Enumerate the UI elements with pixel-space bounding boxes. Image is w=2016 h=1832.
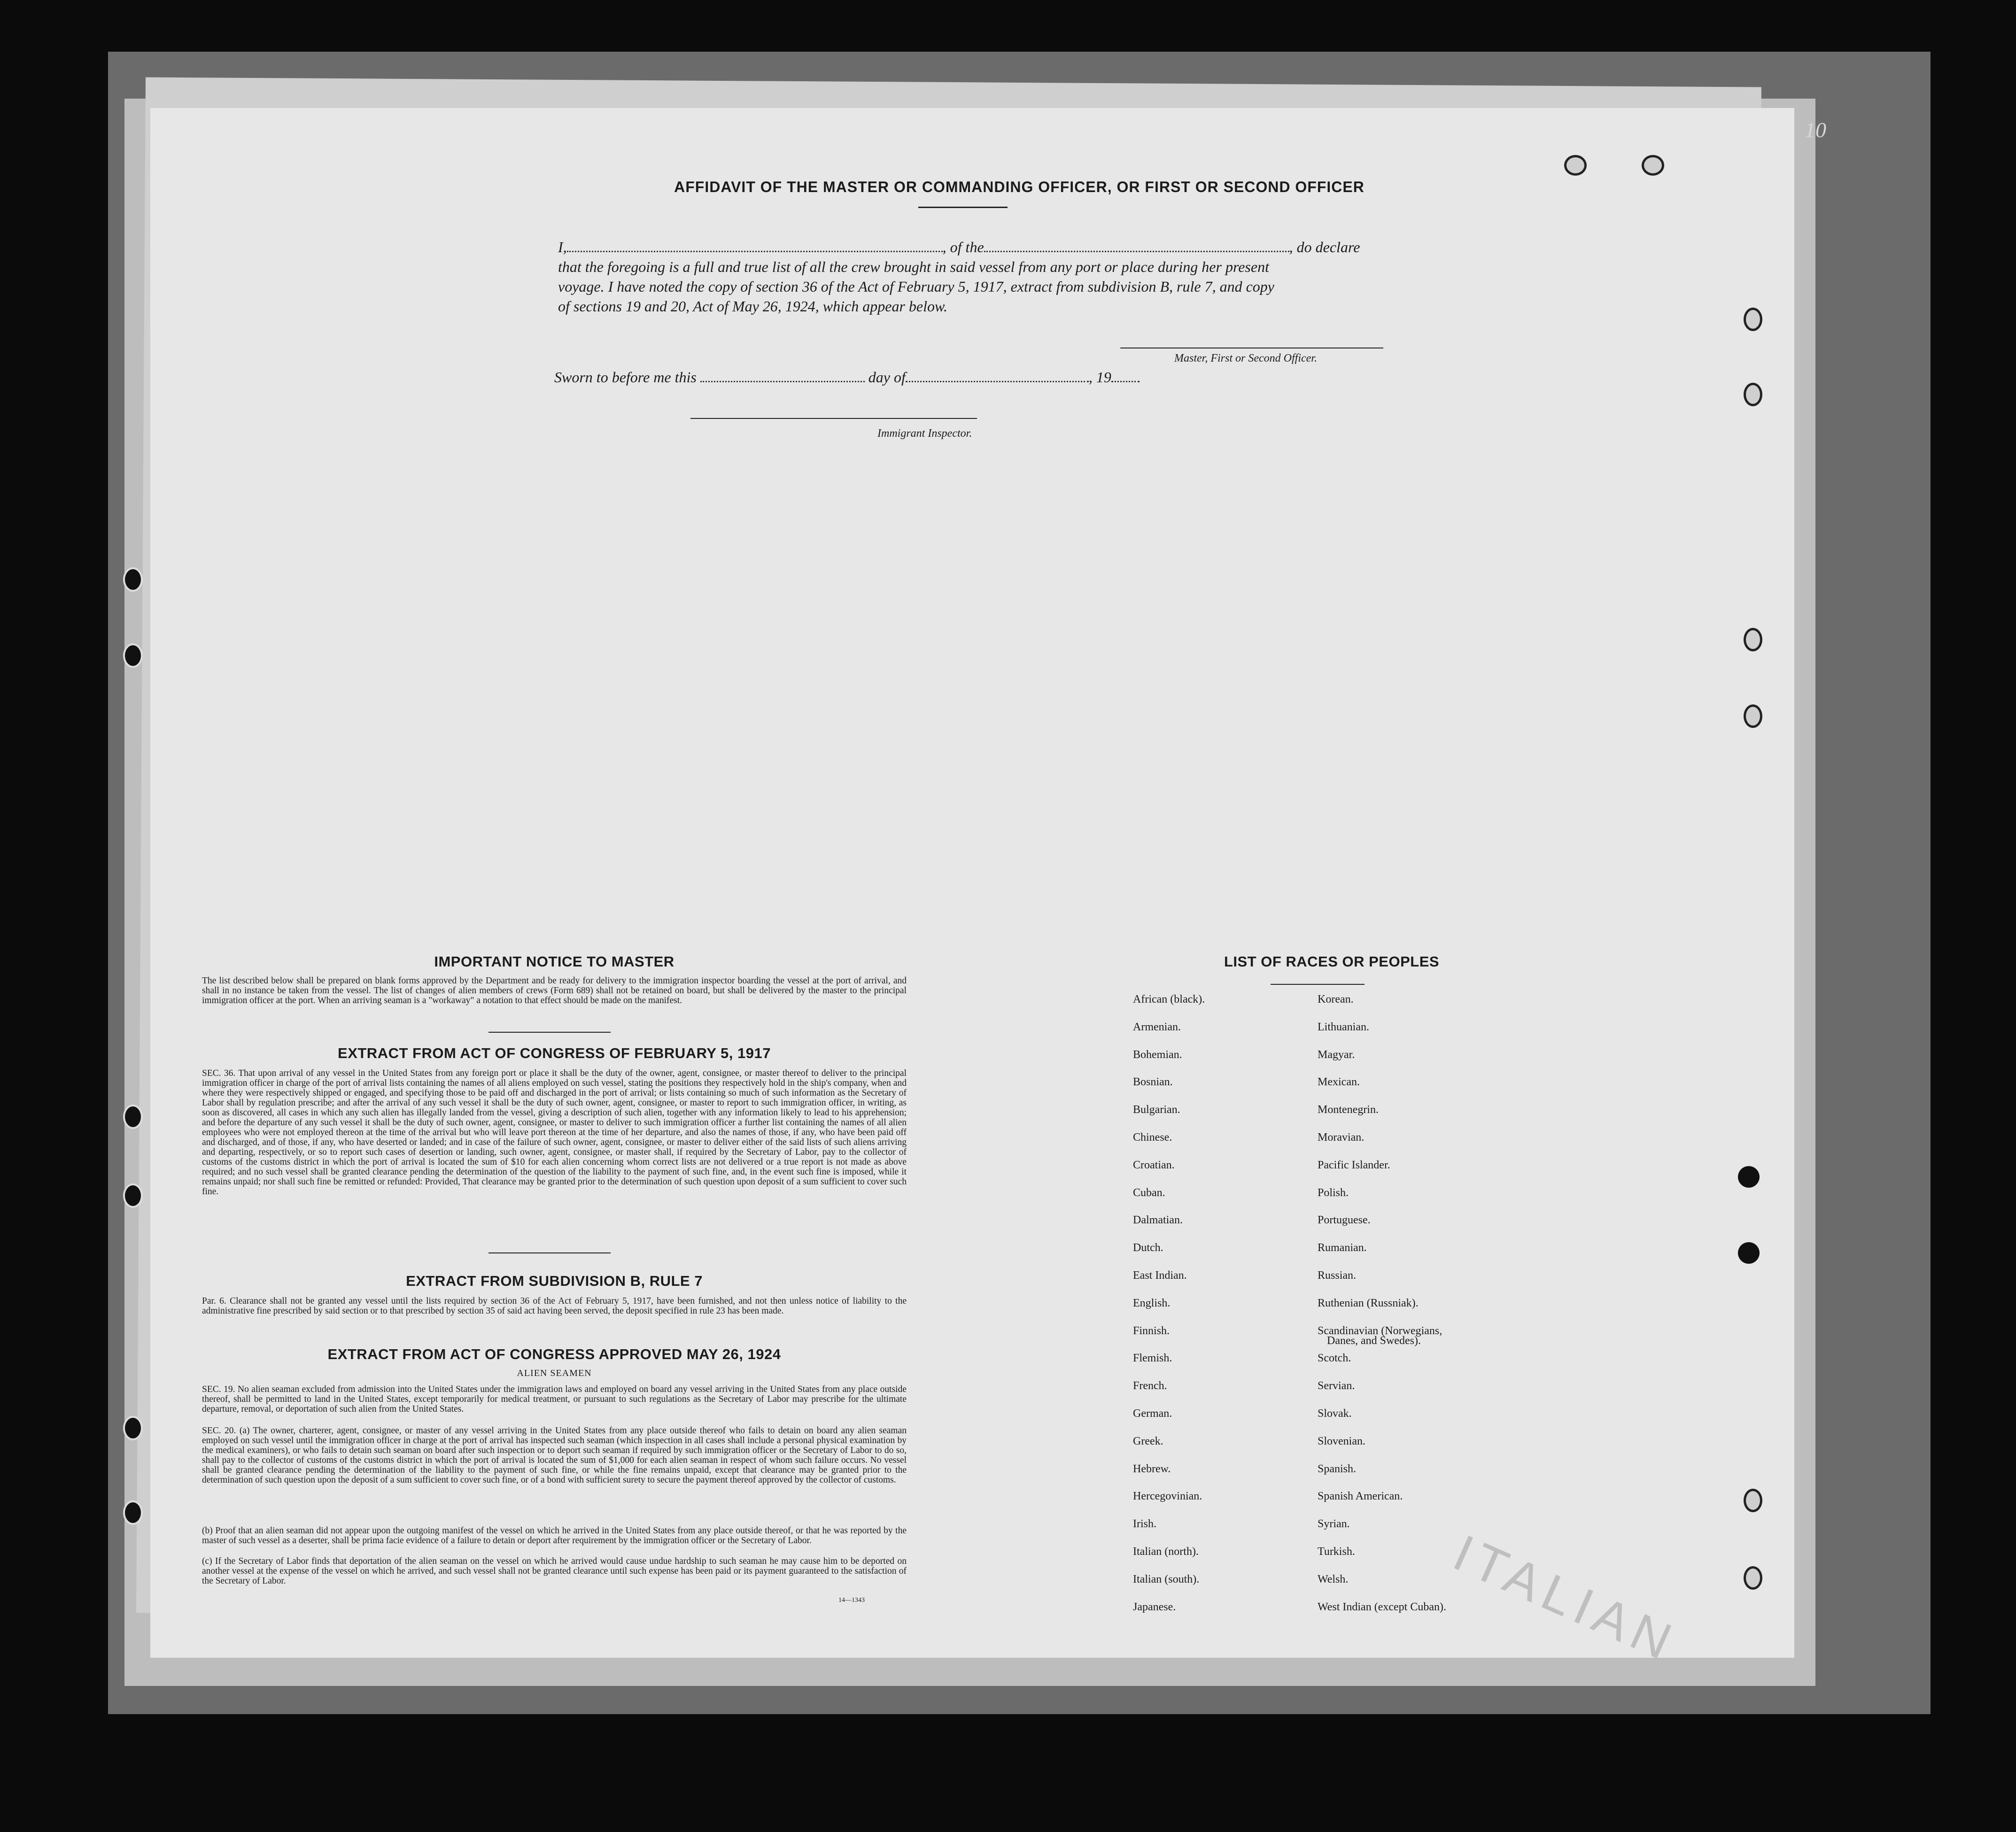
race-col1-item: Croatian. [1133, 1159, 1175, 1171]
race-col2-item: Mexican. [1318, 1076, 1360, 1089]
binder-hole [1738, 1242, 1760, 1264]
binder-hole [123, 643, 143, 668]
race-col1-item: Bosnian. [1133, 1076, 1173, 1089]
document-page [150, 108, 1794, 1658]
race-col2-item: Korean. [1318, 993, 1354, 1005]
race-col1-item: French. [1133, 1380, 1167, 1392]
binder-hole [123, 1416, 143, 1440]
binder-hole [123, 567, 143, 592]
binder-hole [1744, 308, 1762, 331]
aff-of: , of the [942, 239, 984, 255]
race-col2-item: Magyar. [1318, 1048, 1355, 1061]
race-col2-item: Polish. [1318, 1186, 1349, 1199]
race-col1-item: Dutch. [1133, 1242, 1163, 1254]
sec19-text: SEC. 19. No alien seaman excluded from admission into the United States under the immigration laws and employed on board any vessel arriving in the United States from any place outside thereof, shall be permitted to land in the United States, except temporarily for medical treatment, or pursuant to such regulations as the Secretary of Labor may prescribe for the ultimate departure, removal, or deportation of such alien from the United States. [202, 1384, 907, 1414]
race-col1-item: English. [1133, 1297, 1171, 1309]
binder-hole [1738, 1166, 1760, 1188]
race-col1-item: Italian (south). [1133, 1573, 1200, 1585]
binder-hole [1744, 704, 1762, 728]
sec20b-text: (b) Proof that an alien seaman did not appear upon the outgoing manifest of the vessel on which he arrived in the United States from any place outside thereof, or that he was reported by the master of such vessel as a deserter, shall be prima facie evidence of a failure to detain or deport after requirement by the immigration officer or the Secretary of Labor. [202, 1526, 907, 1546]
race-col2-item: Rumanian. [1318, 1242, 1367, 1254]
name-blank [567, 248, 943, 252]
binder-hole [1564, 155, 1587, 176]
sworn-line [554, 369, 1140, 386]
binder-hole [1744, 1566, 1762, 1590]
race-col2-item: Spanish. [1318, 1462, 1357, 1475]
race-col2-item: Russian. [1318, 1269, 1357, 1282]
race-col2-item: Scotch. [1318, 1352, 1351, 1365]
race-col2-item: Lithuanian. [1318, 1020, 1369, 1033]
race-col1-item: Irish. [1133, 1518, 1156, 1531]
race-col2-item: Montenegrin. [1318, 1104, 1379, 1116]
extract-1917-body: SEC. 36. That upon arrival of any vessel in the United States from any foreign port or place it shall be the duty of the owner, agent, consignee, or master thereof to deliver to the principal immigration officer in charge of the port of arrival lists containing the names of all aliens employed on such vessel, stating the positions they respectively hold in the ship's company, when and where they were respectively shipped or engaged, and specifying those to be paid off and discharged in the port of arrival; or lists containing so much of such information as the Secretary of Labor shall by regulation prescribe; and after the arrival of any such vessel it shall be the duty of such owner, agent, consignee, or master to report to such immigration officer, in writing, as soon as discovered, all cases in which any such alien has illegally landed from the vessel, giving a description of such alien, together with any information likely to lead to his apprehension; and before the departure of any such vessel it shall be the duty of such owner, agent, consignee, or master to deliver to such immigration officer a further list containing the names of all alien employees who were not employed thereon at the time of the arrival but who will leave port thereon at the time of her departure, and also the names of those, if any, who have been paid off and discharged, and of those, if any, who have deserted or landed; and in case of the failure of such owner, agent, consignee, or master to deliver either of the said lists of such aliens arriving and departing, respectively, or so to report such cases of desertion or landing, such owner, agent, consignee, or master shall, if required by the Secretary of Labor, pay to the collector of customs of the customs district in which the port of arrival is located the sum of $10 for each alien concerning whom correct lists are not delivered or a true report is not made as above required; and no such vessel shall be granted clearance pending the determination of the question of the liability to the payment of such fine, and, in the event such fine is imposed, while it remains unpaid; nor shall such fine be remitted or refunded: Provided, That clearance may be granted prior to the determination of such question upon deposit of a sum sufficient to cover such fine. [202, 1068, 907, 1197]
notice-title: IMPORTANT NOTICE TO MASTER [434, 953, 675, 970]
affidavit-title: AFFIDAVIT OF THE MASTER OR COMMANDING OFFICER, OR FIRST OR SECOND OFFICER [674, 178, 1365, 195]
affidavit-line-4: of sections 19 and 20, Act of May 26, 1924, which appear below. [558, 298, 947, 315]
race-col1-item: Dalmatian. [1133, 1214, 1183, 1227]
vessel-blank [984, 248, 1289, 252]
binder-hole [123, 1105, 143, 1129]
master-caption: Master, First or Second Officer. [1174, 352, 1317, 364]
race-col2-item: Slovak. [1318, 1407, 1352, 1420]
affidavit-line-2: that the foregoing is a full and true list of all the crew brought in said vessel from any port or place during her present [558, 258, 1269, 275]
month-blank [906, 378, 1089, 382]
rule7-title: EXTRACT FROM SUBDIVISION B, RULE 7 [406, 1273, 703, 1289]
aff-i: I, [558, 239, 567, 255]
italian-stamp: ITALIAN [1445, 1523, 1686, 1673]
race-col1-item: Italian (north). [1133, 1546, 1199, 1558]
inspector-signature-line [690, 418, 977, 419]
race-col1-item: Japanese. [1133, 1600, 1176, 1613]
race-col1-item: Armenian. [1133, 1020, 1181, 1033]
race-col1-item: Bulgarian. [1133, 1104, 1180, 1116]
aff-declare: , do declare [1289, 239, 1360, 255]
extract-1917-rule [488, 1252, 611, 1253]
race-col2-item: Ruthenian (Russniak). [1318, 1297, 1419, 1309]
rule7-body: Par. 6. Clearance shall not be granted any vessel until the lists required by section 36 of the Act of February 5, 1917, have been furnished, and not then unless notice of liability to the administrative fine prescribed by said section or to that prescribed by section 35 of said act having been served, the deposit specified in rule 23 has been made. [202, 1296, 907, 1316]
binder-hole [1744, 628, 1762, 651]
race-col1-item: German. [1133, 1407, 1172, 1420]
year-blank [1111, 378, 1140, 382]
sec20a-text: SEC. 20. (a) The owner, charterer, agent, consignee, or master of any vessel arriving in the United States from any place outside thereof who fails to detain on board any alien seaman employed on such vessel until the immigration officer in charge at the port of arrival has inspected such seaman (which inspection in all cases shall include a personal physical examination by the medical examiners), or who fails to detain such seaman on board after such inspection or to deport such seaman if required by such immigration officer or the Secretary of Labor to do so, shall pay to the collector of customs of the customs district in which the port of arrival is located the sum of $1,000 for each alien seaman in respect of whom such failure occurs. No vessel shall be granted clearance pending the determination of the liability to the payment of such fine, or while the fine remains unpaid, except that clearance may be granted prior to the determination of such question upon the deposit of a sum sufficient to cover such fine, or of a bond with sufficient surety to secure the payment thereof approved by the collector of customs. [202, 1426, 907, 1485]
binder-hole [123, 1500, 143, 1525]
binder-hole [1744, 1489, 1762, 1512]
day-of-text: day of [868, 369, 906, 386]
race-col2-item: West Indian (except Cuban). [1318, 1600, 1446, 1613]
race-col2-item: Syrian. [1318, 1518, 1350, 1531]
binder-hole [1744, 383, 1762, 406]
race-continuation: Danes, and Swedes). [1327, 1335, 1421, 1347]
race-col2-item: Turkish. [1318, 1546, 1355, 1558]
binder-hole [1642, 155, 1664, 176]
race-col1-item: Finnish. [1133, 1324, 1170, 1337]
races-title: LIST OF RACES OR PEOPLES [1224, 953, 1440, 970]
race-col1-item: Chinese. [1133, 1131, 1172, 1144]
race-col2-item: Spanish American. [1318, 1490, 1403, 1503]
extract-1924-title: EXTRACT FROM ACT OF CONGRESS APPROVED MAY 26, 1924 [327, 1346, 781, 1362]
race-col2-item: Scandinavian (Norwegians, [1318, 1324, 1442, 1337]
title-rule [918, 207, 1008, 208]
year-text: , 19 [1088, 369, 1111, 386]
race-col1-item: Cuban. [1133, 1186, 1165, 1199]
race-col1-item: African (black). [1133, 993, 1205, 1005]
race-col2-item: Moravian. [1318, 1131, 1365, 1144]
race-col1-item: Flemish. [1133, 1352, 1172, 1365]
race-col1-item: Bohemian. [1133, 1048, 1182, 1061]
race-col2-item: Servian. [1318, 1380, 1355, 1392]
race-col1-item: Hercegovinian. [1133, 1490, 1202, 1503]
edge-mark: 10 [1805, 118, 1826, 142]
binder-hole [123, 1183, 143, 1208]
affidavit-line-3: voyage. I have noted the copy of section 36 of the Act of February 5, 1917, extract from subdivision B, rule 7, and copy [558, 278, 1274, 295]
race-col1-item: Greek. [1133, 1435, 1163, 1447]
affidavit-line-1 [558, 239, 1360, 256]
race-col1-item: Hebrew. [1133, 1462, 1171, 1475]
alien-seamen-subtitle: ALIEN SEAMEN [517, 1368, 592, 1378]
sec20c-text: (c) If the Secretary of Labor finds that deportation of the alien seaman on the vessel on which he arrived would cause undue hardship to such seaman he may cause him to be deported on another vessel at the expense of the vessel on which he arrived, and such vessel shall not be granted clearance until such expense has been paid or its payment guaranteed to the satisfaction of the Secretary of Labor. [202, 1556, 907, 1586]
race-col2-item: Slovenian. [1318, 1435, 1365, 1447]
notice-rule [488, 1032, 611, 1033]
race-col2-item: Welsh. [1318, 1573, 1349, 1585]
inspector-caption: Immigrant Inspector. [877, 427, 972, 440]
race-col1-item: East Indian. [1133, 1269, 1187, 1282]
race-col2-item: Portuguese. [1318, 1214, 1371, 1227]
form-number: 14—1343 [838, 1597, 865, 1604]
races-rule [1271, 984, 1365, 985]
day-blank [700, 378, 865, 382]
extract-1917-title: EXTRACT FROM ACT OF CONGRESS OF FEBRUARY 5, 1917 [338, 1045, 771, 1061]
sworn-text: Sworn to before me this [554, 369, 697, 386]
race-col2-item: Pacific Islander. [1318, 1159, 1390, 1171]
notice-body: The list described below shall be prepared on blank forms approved by the Department and be ready for delivery to the immigration inspector boarding the vessel at the port of arrival, and shall in no instance be taken from the vessel. The list of changes of alien members of crews (Form 689) shall not be retained on board, but shall be delivered by the master to the principal immigration officer at the port. When an arriving seaman is a "workaway" a notation to that effect should be made on the manifest. [202, 976, 907, 1005]
